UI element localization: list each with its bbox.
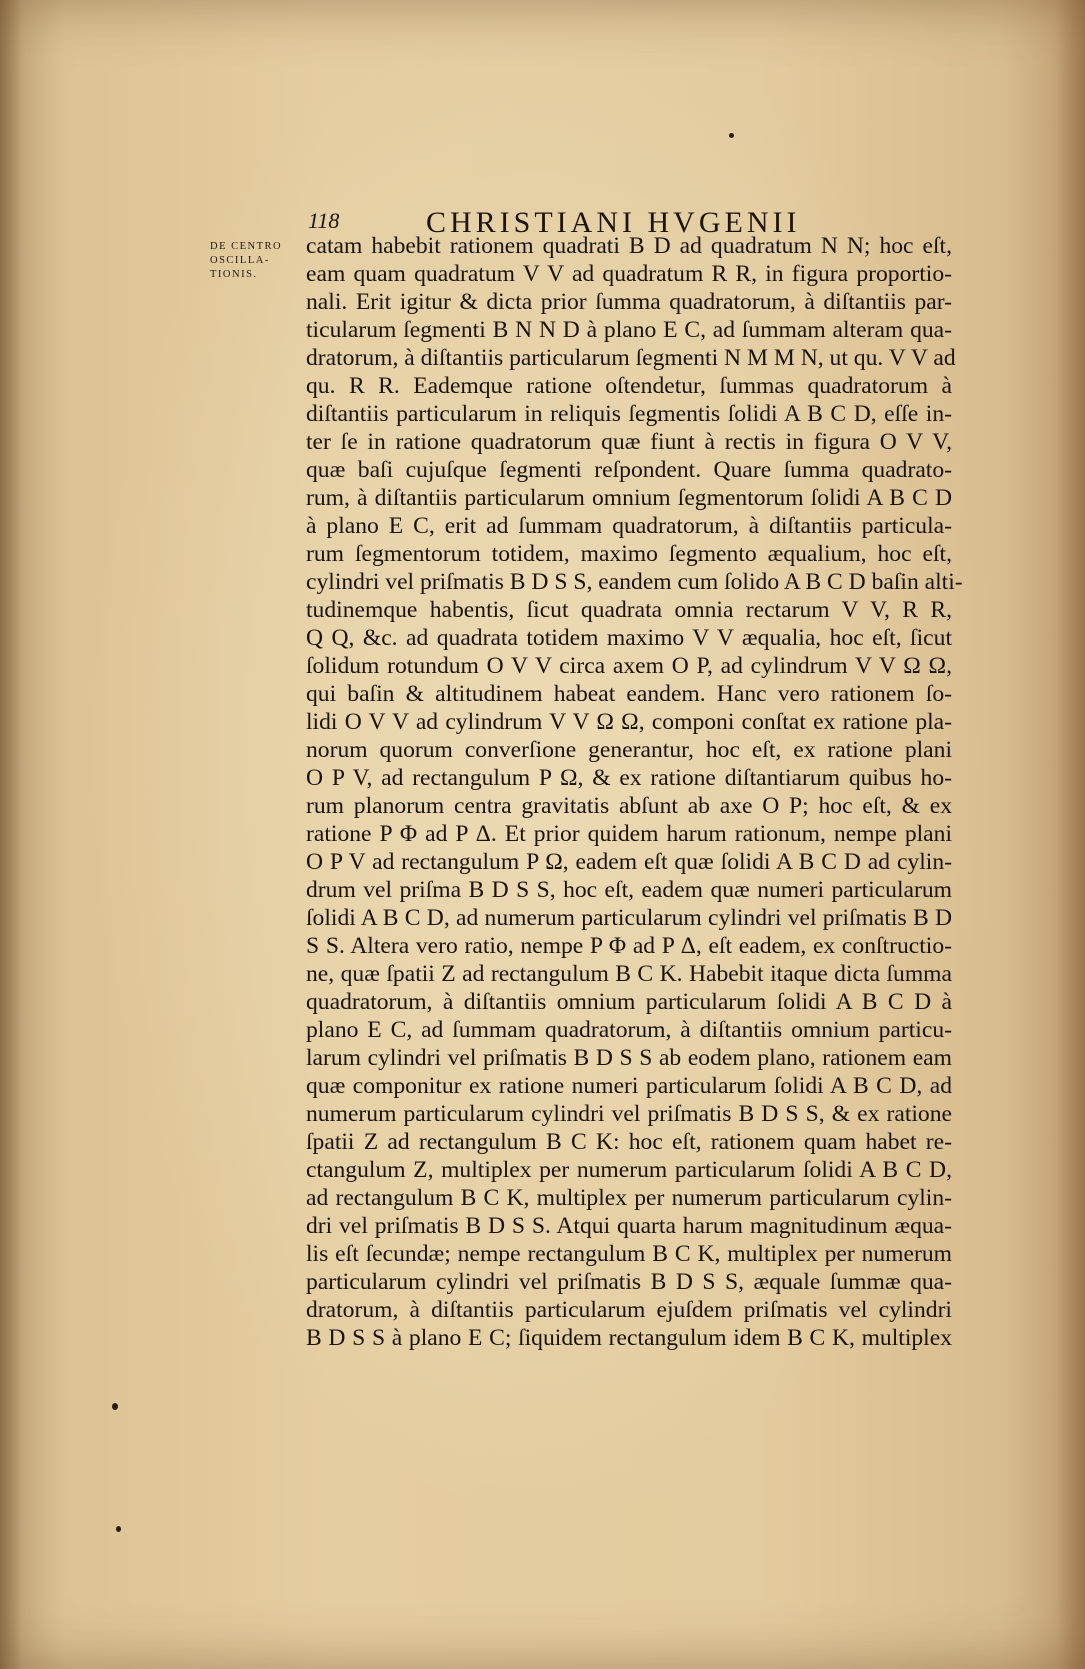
text-line: lidi O V V ad cylindrum V V Ω Ω, componi conſtat ex ratione pla-: [306, 709, 952, 735]
text-line: ſolidi A B C D, ad numerum particularum cylindri vel priſmatis B D: [306, 905, 952, 931]
text-line: ctangulum Z, multiplex per numerum particularum ſolidi A B C D,: [306, 1157, 952, 1183]
text-line: ad rectangulum B C K, multiplex per numerum particularum cylin-: [306, 1185, 952, 1211]
text-line: tudinemque habentis, ſicut quadrata omnia rectarum V V, R R,: [306, 597, 952, 623]
text-line: quæ baſi cujuſque ſegmenti reſpondent. Quare ſumma quadrato-: [306, 457, 952, 483]
text-line: ſpatii Z ad rectangulum B C K: hoc eſt, rationem quam habet re-: [306, 1129, 952, 1155]
running-head: CHRISTIANI HVGENII: [426, 206, 801, 239]
ink-speck: [112, 1403, 118, 1410]
text-line: S S. Altera vero ratio, nempe P Φ ad P Δ, eſt eadem, ex conſtructio-: [306, 933, 952, 959]
ink-speck: [729, 133, 734, 138]
text-line: norum quorum converſione generantur, hoc eſt, ex ratione plani: [306, 737, 952, 763]
text-line: plano E C, ad ſummam quadratorum, à diſtantiis omnium particu-: [306, 1017, 952, 1043]
margin-note-line: DE CENTRO: [210, 241, 283, 252]
text-line: qui baſin & altitudinem habeat eandem. Hanc vero rationem ſo-: [306, 681, 952, 707]
text-line: diſtantiis particularum in reliquis ſegmentis ſolidi A B C D, eſſe in-: [306, 401, 952, 427]
text-line: ſolidum rotundum O V V circa axem O P, ad cylindrum V V Ω Ω,: [306, 653, 952, 679]
body-text: [306, 232, 963, 1352]
text-line: lis eſt ſecundæ; nempe rectangulum B C K, multiplex per numerum: [306, 1241, 952, 1267]
text-line: rum planorum centra gravitatis abſunt ab axe O P; hoc eſt, & ex: [306, 793, 952, 819]
text-line: à plano E C, erit ad ſummam quadratorum, à diſtantiis particula-: [306, 513, 952, 539]
margin-note: [210, 240, 302, 282]
text-line: particularum cylindri vel priſmatis B D S S, æquale ſummæ qua-: [306, 1269, 952, 1295]
text-line: qu. R R. Eademque ratione oſtendetur, ſummas quadratorum à: [306, 373, 952, 399]
text-line: numerum particularum cylindri vel priſmatis B D S S, & ex ratione: [306, 1101, 952, 1127]
text-line: ne, quæ ſpatii Z ad rectangulum B C K. Habebit itaque dicta ſumma: [306, 961, 952, 987]
page-edge-shadow-right: [1057, 0, 1085, 1669]
text-line: ter ſe in ratione quadratorum quæ fiunt à rectis in figura O V V,: [306, 429, 952, 455]
text-line: dratorum, à diſtantiis particularum ſegmenti N M M N, ut qu. V V ad: [306, 345, 956, 371]
text-line: rum, à diſtantiis particularum omnium ſegmentorum ſolidi A B C D: [306, 485, 952, 511]
ink-speck: [116, 1526, 121, 1532]
text-line: nali. Erit igitur & dicta prior ſumma quadratorum, à diſtantiis par-: [306, 289, 952, 315]
page-number: 118: [308, 208, 340, 233]
text-line: cylindri vel priſmatis B D S S, eandem cum ſolido A B C D baſin alti-: [306, 569, 963, 595]
page-edge-shadow-left: [0, 0, 22, 1669]
text-line: eam quam quadratum V V ad quadratum R R, in figura proportio-: [306, 261, 952, 287]
text-line: dratorum, à diſtantiis particularum ejuſdem priſmatis vel cylindri: [306, 1297, 952, 1323]
text-line: quadratorum, à diſtantiis omnium particularum ſolidi A B C D à: [306, 989, 952, 1015]
margin-note-line: TIONIS.: [210, 269, 258, 280]
text-line: Q Q, &c. ad quadrata totidem maximo V V æqualia, hoc eſt, ſicut: [306, 625, 952, 651]
text-line: catam habebit rationem quadrati B D ad quadratum N N; hoc eſt,: [306, 233, 952, 259]
text-line: larum cylindri vel priſmatis B D S S ab eodem plano, rationem eam: [306, 1045, 952, 1071]
text-line: rum ſegmentorum totidem, maximo ſegmento æqualium, hoc eſt,: [306, 541, 952, 567]
margin-note-line: OSCILLA-: [210, 255, 270, 266]
text-line: ratione P Φ ad P Δ. Et prior quidem harum rationum, nempe plani: [306, 821, 952, 847]
text-line: O P V, ad rectangulum P Ω, & ex ratione diſtantiarum quibus ho-: [306, 765, 952, 791]
text-line: quæ componitur ex ratione numeri particularum ſolidi A B C D, ad: [306, 1073, 952, 1099]
text-line: B D S S à plano E C; ſiquidem rectangulum idem B C K, multiplex: [306, 1325, 952, 1351]
text-line: O P V ad rectangulum P Ω, eadem eſt quæ ſolidi A B C D ad cylin-: [306, 849, 952, 875]
text-line: dri vel priſmatis B D S S. Atqui quarta harum magnitudinum æqua-: [306, 1213, 952, 1239]
text-line: drum vel priſma B D S S, hoc eſt, eadem quæ numeri particularum: [306, 877, 952, 903]
text-line: ticularum ſegmenti B N N D à plano E C, ad ſummam alteram qua-: [306, 317, 952, 343]
